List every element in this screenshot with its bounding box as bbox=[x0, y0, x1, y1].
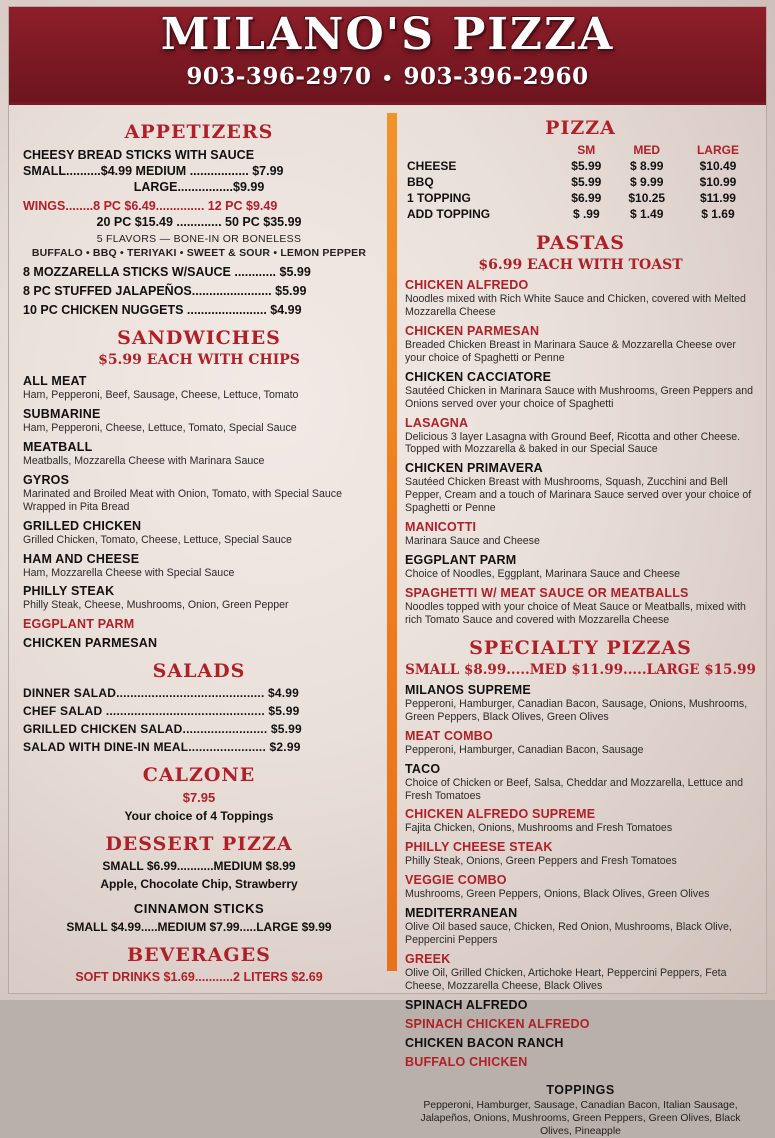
pizza-price-sm: $6.99 bbox=[571, 191, 602, 205]
pasta-item bbox=[405, 416, 756, 457]
separator-dot: • bbox=[381, 67, 394, 89]
pasta-item bbox=[405, 461, 756, 515]
menu-header bbox=[9, 7, 766, 105]
specialty-name: TACO bbox=[405, 761, 441, 776]
specialty-name: CHICKEN ALFREDO SUPREME bbox=[405, 807, 596, 822]
phone-number-2[interactable]: 903-396-2960 bbox=[403, 63, 589, 90]
specialty-desc: Mushrooms, Green Peppers, Onions, Black Olives, Green Olives bbox=[405, 888, 710, 901]
dessert-prices: SMALL $6.99...........MEDIUM $8.99 bbox=[102, 859, 296, 874]
pizza-price-large: $10.49 bbox=[699, 159, 737, 173]
restaurant-title: MILANO'S PIZZA bbox=[160, 9, 615, 60]
specialty-item bbox=[405, 762, 756, 803]
pizza-price-sm: $ .99 bbox=[572, 207, 600, 221]
table-header-row bbox=[405, 142, 756, 158]
pasta-desc: Breaded Chicken Breast in Marinara Sauce & Mozzarella Cheese over your choice of Spaghetti or Penne bbox=[405, 338, 736, 364]
pasta-item bbox=[405, 586, 756, 627]
sandwich-item bbox=[23, 440, 375, 468]
pizza-price-large: $11.99 bbox=[699, 191, 736, 205]
specialty-subtitle: SMALL $8.99.....MED $11.99.....LARGE $15.99 bbox=[405, 661, 756, 678]
section-title-beverages: BEVERAGES bbox=[127, 944, 271, 967]
salad-item: DINNER SALAD.......................................... $4.99 bbox=[23, 686, 300, 701]
specialty-name: PHILLY CHEESE STEAK bbox=[405, 840, 553, 855]
section-title-pizza: PIZZA bbox=[545, 117, 616, 139]
section-title-appetizers: APPETIZERS bbox=[124, 121, 274, 143]
pasta-desc: Marinara Sauce and Cheese bbox=[405, 535, 540, 548]
pasta-name: SPAGHETTI W/ MEAT SAUCE OR MEATBALLS bbox=[405, 585, 689, 600]
specialty-name: CHICKEN BACON RANCH bbox=[405, 1035, 564, 1050]
pasta-name: CHICKEN PRIMAVERA bbox=[405, 461, 543, 476]
sandwich-name: HAM AND CHEESE bbox=[23, 551, 140, 566]
section-title-dessert-pizza: DESSERT PIZZA bbox=[105, 833, 293, 856]
sandwich-item bbox=[23, 552, 375, 580]
specialty-name: MEDITERRANEAN bbox=[405, 906, 518, 921]
pizza-price-sm: $5.99 bbox=[571, 159, 602, 173]
appetizer-item: 10 PC CHICKEN NUGGETS ....................... $4.99 bbox=[23, 303, 302, 317]
specialty-name: MEAT COMBO bbox=[405, 728, 493, 743]
table-row bbox=[405, 206, 756, 222]
pizza-price-med: $10.25 bbox=[628, 191, 666, 205]
calzone-note: Your choice of 4 Toppings bbox=[124, 809, 274, 824]
specialty-name: GREEK bbox=[405, 952, 451, 967]
pizza-price-large: $10.99 bbox=[699, 175, 737, 189]
sandwich-desc: Meatballs, Mozzarella Cheese with Marinara Sauce bbox=[23, 454, 265, 467]
pasta-name: CHICKEN CACCIATORE bbox=[405, 369, 552, 384]
pasta-name: EGGPLANT PARM bbox=[405, 553, 517, 568]
specialty-name: MILANOS SUPREME bbox=[405, 682, 531, 697]
pasta-item bbox=[405, 553, 756, 581]
sandwiches-subtitle: $5.99 EACH WITH CHIPS bbox=[98, 352, 300, 368]
sandwich-desc: Ham, Pepperoni, Beef, Sausage, Cheese, Lettuce, Tomato bbox=[23, 389, 299, 401]
section-title-sandwiches: SANDWICHES bbox=[117, 327, 281, 349]
section-title-toppings: TOPPINGS bbox=[546, 1082, 615, 1097]
column-divider bbox=[387, 113, 397, 971]
right-column bbox=[399, 111, 764, 1137]
calzone-price: $7.95 bbox=[182, 790, 216, 806]
section-title-cinnamon-sticks: CINNAMON STICKS bbox=[133, 901, 265, 917]
specialty-item bbox=[405, 873, 756, 901]
beverage-prices: SOFT DRINKS $1.69...........2 LITERS $2.69 bbox=[75, 970, 323, 985]
sandwich-desc: Ham, Pepperoni, Cheese, Lettuce, Tomato, Special Sauce bbox=[23, 421, 297, 434]
sandwich-desc: Philly Steak, Cheese, Mushrooms, Onion, Green Pepper bbox=[23, 599, 289, 612]
section-title-specialty-pizzas: SPECIALTY PIZZAS bbox=[469, 636, 692, 659]
sandwich-desc: Ham, Mozzarella Cheese with Special Sauce bbox=[23, 566, 235, 579]
pasta-item bbox=[405, 370, 756, 411]
pastas-subtitle: $6.99 EACH WITH TOAST bbox=[478, 257, 683, 273]
specialty-item bbox=[405, 807, 756, 835]
menu-sheet bbox=[8, 6, 767, 1137]
pasta-item bbox=[405, 324, 756, 365]
sandwich-item bbox=[23, 617, 375, 631]
specialty-item bbox=[405, 1036, 756, 1050]
appetizer-item: 8 PC STUFFED JALAPEÑOS....................... $5.99 bbox=[23, 284, 307, 298]
appetizer-wings-note: 5 FLAVORS — BONE-IN OR BONELESS bbox=[96, 233, 302, 245]
pizza-price-sm: $5.99 bbox=[571, 175, 602, 189]
appetizer-cheesy-bread-name: CHEESY BREAD STICKS WITH SAUCE bbox=[23, 148, 255, 162]
pasta-desc: Choice of Noodles, Eggplant, Marinara Sauce and Cheese bbox=[405, 568, 681, 581]
specialty-item bbox=[405, 1017, 756, 1031]
appetizer-item: 8 MOZZARELLA STICKS W/SAUCE ............ $5.99 bbox=[23, 265, 311, 279]
sandwich-item bbox=[23, 374, 375, 402]
pizza-price-med: $ 8.99 bbox=[630, 159, 664, 173]
specialty-item bbox=[405, 906, 756, 947]
pasta-desc: Sautéed Chicken Breast with Mushrooms, Squash, Zucchini and Bell Pepper, Cream and a touch of Marinara Sauce served over your choice of Spaghetti or Penne bbox=[405, 476, 752, 515]
sandwich-name: CHICKEN PARMESAN bbox=[23, 636, 158, 651]
appetizer-cheesy-bread-line1: SMALL..........$4.99 MEDIUM ................. $7.99 bbox=[23, 164, 284, 178]
section-title-calzone: CALZONE bbox=[142, 764, 256, 787]
phone-numbers bbox=[9, 63, 766, 90]
specialty-item bbox=[405, 683, 756, 724]
pizza-name: CHEESE bbox=[407, 159, 457, 173]
specialty-item bbox=[405, 1055, 756, 1069]
sandwich-desc: Marinated and Broiled Meat with Onion, Tomato, with Special Sauce Wrapped in Pita Bread bbox=[23, 487, 342, 513]
appetizer-cheesy-bread-line2: LARGE................$9.99 bbox=[133, 180, 265, 194]
pasta-desc: Delicious 3 layer Lasagna with Ground Beef, Ricotta and other Cheese. Topped with Mozzarella & baked in our Special Sauce bbox=[405, 430, 741, 456]
pizza-price-med: $ 9.99 bbox=[630, 175, 664, 189]
specialty-name: VEGGIE COMBO bbox=[405, 873, 507, 888]
sandwich-name: GYROS bbox=[23, 472, 70, 487]
dessert-flavors: Apple, Chocolate Chip, Strawberry bbox=[100, 877, 298, 892]
pizza-col-large: LARGE bbox=[696, 143, 739, 157]
pasta-desc: Sautéed Chicken in Marinara Sauce with Mushrooms, Green Peppers and Onions served over your choice of Spaghetti bbox=[405, 384, 754, 410]
pasta-name: MANICOTTI bbox=[405, 520, 477, 535]
specialty-name: SPINACH CHICKEN ALFREDO bbox=[405, 1016, 590, 1031]
specialty-desc: Pepperoni, Hamburger, Canadian Bacon, Sausage bbox=[405, 743, 644, 756]
pizza-name: ADD TOPPING bbox=[407, 207, 491, 221]
sandwich-item bbox=[23, 407, 375, 435]
cinnamon-prices: SMALL $4.99.....MEDIUM $7.99.....LARGE $9.99 bbox=[66, 920, 332, 935]
table-row bbox=[405, 174, 756, 190]
menu-body bbox=[9, 105, 766, 1137]
specialty-desc: Choice of Chicken or Beef, Salsa, Cheddar and Mozzarella, Lettuce and Fresh Tomatoes bbox=[405, 776, 744, 802]
specialty-desc: Fajita Chicken, Onions, Mushrooms and Fresh Tomatoes bbox=[405, 822, 673, 835]
pasta-name: CHICKEN PARMESAN bbox=[405, 323, 540, 338]
pizza-price-table bbox=[405, 142, 756, 222]
specialty-desc: Philly Steak, Onions, Green Peppers and Fresh Tomatoes bbox=[405, 855, 677, 868]
specialty-desc: Pepperoni, Hamburger, Canadian Bacon, Sausage, Onions, Mushrooms, Green Peppers, Black Olives, Green Olives bbox=[405, 697, 748, 723]
pizza-col-name bbox=[405, 142, 559, 158]
section-title-pastas: PASTAS bbox=[536, 232, 625, 254]
specialty-name: SPINACH ALFREDO bbox=[405, 997, 528, 1012]
salad-item: GRILLED CHICKEN SALAD........................ $5.99 bbox=[23, 722, 302, 737]
sandwich-item bbox=[23, 473, 375, 514]
specialty-item bbox=[405, 729, 756, 757]
section-title-salads: SALADS bbox=[152, 660, 246, 683]
phone-number-1[interactable]: 903-396-2970 bbox=[186, 63, 372, 90]
sandwich-name: SUBMARINE bbox=[23, 406, 101, 421]
pasta-desc: Noodles topped with your choice of Meat Sauce or Meatballs, mixed with rich Tomato Sauce and covered with Mozzarella Cheese bbox=[405, 600, 746, 626]
pizza-name: 1 TOPPING bbox=[407, 191, 471, 205]
pasta-name: LASAGNA bbox=[405, 415, 469, 430]
pasta-desc: Noodles mixed with Rich White Sauce and Chicken, covered with Melted Mozzarella Cheese bbox=[405, 293, 746, 318]
pizza-price-large: $ 1.69 bbox=[701, 207, 735, 221]
sandwich-item bbox=[23, 636, 375, 650]
sandwich-name: EGGPLANT PARM bbox=[23, 617, 135, 632]
specialty-desc: Olive Oil, Grilled Chicken, Artichoke Heart, Peppercini Peppers, Feta Cheese, Mozzarella Cheese, Black Olives bbox=[405, 967, 727, 992]
sandwich-item bbox=[23, 519, 375, 547]
salad-item: CHEF SALAD ............................................. $5.99 bbox=[23, 704, 300, 719]
pasta-item bbox=[405, 278, 756, 319]
sandwich-name: MEATBALL bbox=[23, 439, 93, 454]
table-row bbox=[405, 190, 756, 206]
pizza-name: BBQ bbox=[407, 175, 434, 189]
sandwich-item bbox=[23, 584, 375, 612]
sandwich-name: PHILLY STEAK bbox=[23, 584, 115, 599]
specialty-item bbox=[405, 840, 756, 868]
sandwich-name: GRILLED CHICKEN bbox=[23, 518, 142, 533]
pasta-name: CHICKEN ALFREDO bbox=[405, 278, 529, 292]
specialty-item bbox=[405, 952, 756, 993]
salad-item: SALAD WITH DINE-IN MEAL...................... $2.99 bbox=[23, 740, 301, 755]
table-row bbox=[405, 158, 756, 174]
appetizer-wings-line2: 20 PC $15.49 ............. 50 PC $35.99 bbox=[96, 215, 302, 229]
specialty-desc: Olive Oil based sauce, Chicken, Red Onion, Mushrooms, Black Olive, Peppercini Peppers bbox=[405, 921, 732, 947]
sandwich-desc: Grilled Chicken, Tomato, Cheese, Lettuce, Special Sauce bbox=[23, 533, 292, 546]
toppings-list: Pepperoni, Hamburger, Sausage, Canadian Bacon, Italian Sausage, Jalapeños, Onions, Mushrooms, Green Peppers, Green Olives, Black Olives, Pineapple bbox=[420, 1099, 741, 1137]
left-column bbox=[9, 111, 385, 1001]
pizza-price-med: $ 1.49 bbox=[630, 207, 664, 221]
sandwich-name: ALL MEAT bbox=[23, 374, 87, 388]
pizza-col-med: MED bbox=[633, 143, 661, 157]
pizza-col-sm: SM bbox=[577, 143, 596, 157]
appetizer-wings-flavors: BUFFALO • BBQ • TERIYAKI • SWEET & SOUR • LEMON PEPPER bbox=[31, 247, 367, 259]
specialty-name: BUFFALO CHICKEN bbox=[405, 1054, 528, 1069]
appetizer-wings-line1: WINGS........8 PC $6.49.............. 12 PC $9.49 bbox=[23, 199, 278, 213]
pasta-item bbox=[405, 520, 756, 548]
